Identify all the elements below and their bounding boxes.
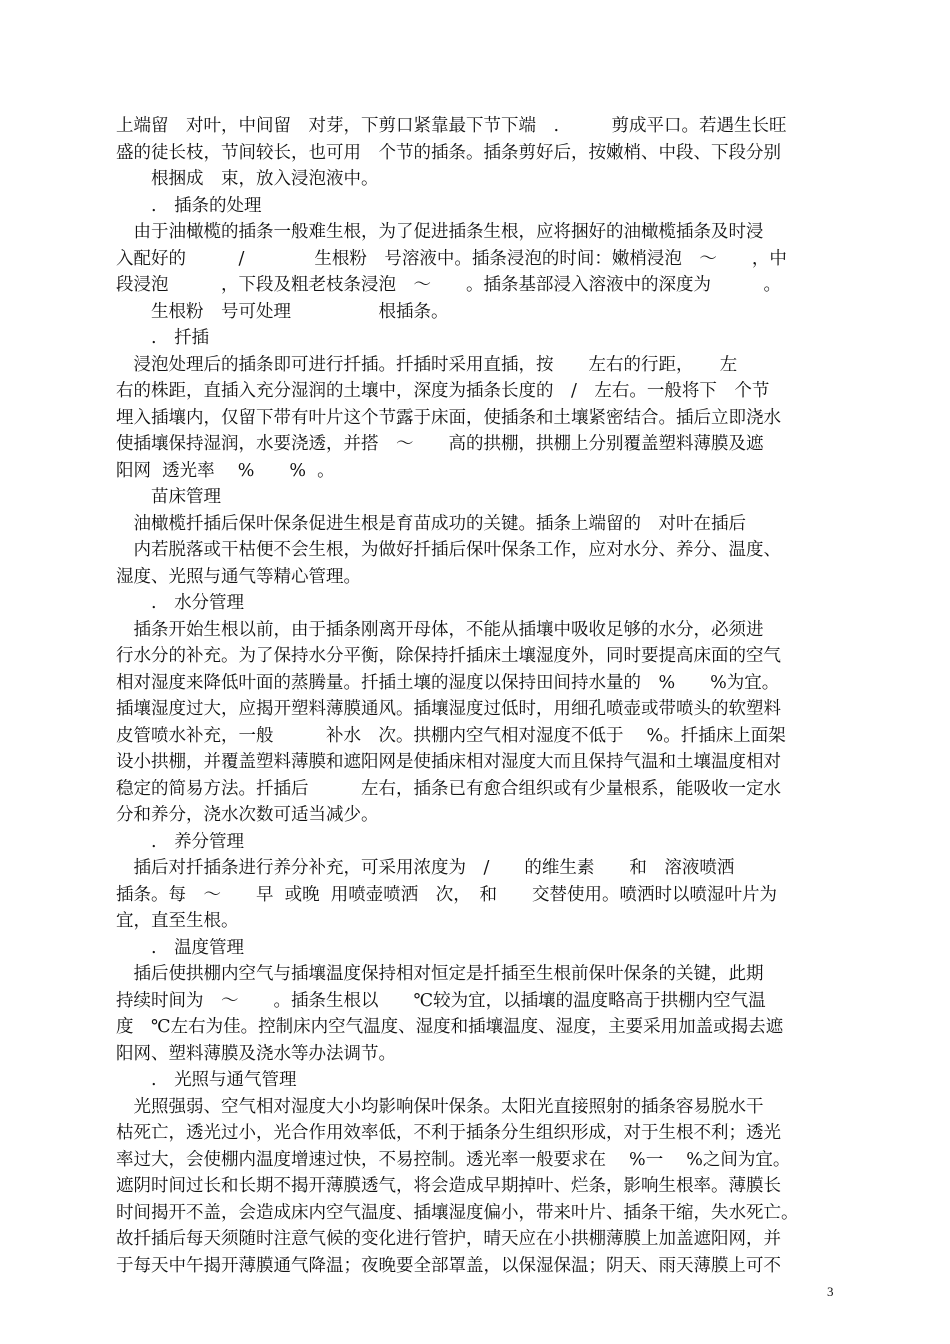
text-line: 稳定的简易方法。扦插后 左右，插条已有愈合组织或有少量根系，能吸收一定水 bbox=[116, 778, 781, 799]
text-line: 相对湿度来降低叶面的蒸腾量。扦插土壤的湿度以保持田间持水量的 % %为宜。 bbox=[116, 672, 780, 693]
text-line: . 插条的处理 bbox=[116, 195, 262, 216]
text-line: 内若脱落或干枯便不会生根，为做好扦插后保叶保条工作，应对水分、养分、温度、 bbox=[116, 540, 781, 560]
text-line: 持续时间为 ～ 。插条生根以 ℃较为宜，以插壤的温度略高于拱棚内空气温 bbox=[116, 990, 766, 1011]
text-line: 时间揭开不盖，会造成床内空气温度、插壤湿度偏小，带来叶片、插条干缩，失水死亡。 bbox=[116, 1202, 799, 1223]
text-line: 光照强弱、空气相对湿度大小均影响保叶保条。太阳光直接照射的插条容易脱水干 bbox=[116, 1096, 764, 1117]
text-line: 分和养分，浇水次数可适当减少。 bbox=[116, 805, 379, 825]
text-line: 入配好的 / 生根粉 号溶液中。插条浸泡的时间：嫩梢浸泡 ～ ，中 bbox=[116, 248, 787, 269]
text-line: 阳网、塑料薄膜及浇水等办法调节。 bbox=[116, 1043, 396, 1064]
page-number: 3 bbox=[827, 1284, 834, 1299]
text-line: 宜，直至生根。 bbox=[116, 911, 239, 931]
text-line: 右的株距，直插入充分湿润的土壤中，深度为插条长度的 / 左右。一般将下 个节 bbox=[116, 381, 770, 401]
text-line: 率过大，会使棚内温度增速过快，不易控制。透光率一般要求在 %一 %之间为宜。 bbox=[116, 1149, 791, 1170]
text-line: 生根粉 号可处理 根插条。 bbox=[116, 301, 449, 322]
text-line: . 水分管理 bbox=[116, 593, 245, 613]
text-line: . 扦插 bbox=[116, 328, 210, 348]
text-line: 油橄榄扦插后保叶保条促进生根是育苗成功的关键。插条上端留的 对叶在插后 bbox=[116, 513, 746, 534]
text-line: 插后使拱棚内空气与插壤温度保持相对恒定是扦插至生根前保叶保条的关键，此期 bbox=[116, 964, 764, 984]
text-line: 于每天中午揭开薄膜通气降温；夜晚要全部罩盖，以保湿保温；阴天、雨天薄膜上可不 bbox=[116, 1255, 781, 1276]
text-line: 段浸泡 ，下段及粗老枝条浸泡 ～ 。插条基部浸入溶液中的深度为 。 bbox=[116, 275, 781, 295]
text-line: 苗床管理 bbox=[116, 487, 221, 507]
text-line: 根捆成 束，放入浸泡液中。 bbox=[116, 169, 379, 189]
text-line: 遮阴时间过长和长期不揭开薄膜透气，将会造成早期掉叶、烂条，影响生根率。薄膜长 bbox=[116, 1176, 781, 1196]
text-line: . 养分管理 bbox=[116, 831, 245, 852]
text-line: 由于油橄榄的插条一般难生根，为了促进插条生根，应将捆好的油橄榄插条及时浸 bbox=[116, 222, 764, 242]
text-line: 皮管喷水补充，一般 补水 次。拱棚内空气相对湿度不低于 %。扦插床上面架 bbox=[116, 725, 786, 746]
text-line: 枯死亡，透光过小，光合作用效率低，不利于插条分生组织形成，对于生根不利；透光 bbox=[116, 1123, 781, 1143]
text-line: 插条开始生根以前，由于插条刚离开母体，不能从插壤中吸收足够的水分，必须进 bbox=[116, 619, 764, 640]
text-line: 使插壤保持湿润，水要浇透，并搭 ～ 高的拱棚，拱棚上分别覆盖塑料薄膜及遮 bbox=[116, 434, 764, 454]
text-line: . 温度管理 bbox=[116, 937, 245, 958]
text-line: 设小拱棚，并覆盖塑料薄膜和遮阳网是使插床相对湿度大而且保持气温和土壤温度相对 bbox=[116, 752, 781, 772]
text-line: 插条。每 ～ 早 或晚 用喷壶喷洒 次， 和 交替使用。喷洒时以喷湿叶片为 bbox=[116, 884, 777, 905]
text-line: 湿度、光照与通气等精心管理。 bbox=[116, 566, 361, 587]
text-line: 插壤湿度过大，应揭开塑料薄膜通风。插壤湿度过低时，用细孔喷壶或带喷头的软塑料 bbox=[116, 699, 781, 719]
text-line: 上端留 对叶，中间留 对芽，下剪口紧靠最下节下端 . 剪成平口。若遇生长旺 bbox=[116, 116, 787, 136]
text-line: 浸泡处理后的插条即可进行扦插。扦插时采用直插，按 左右的行距， 左 bbox=[116, 354, 738, 375]
text-line: 盛的徒长枝，节间较长，也可用 个节的插条。插条剪好后，按嫩梢、中段、下段分别 bbox=[116, 142, 781, 163]
text-line: 行水分的补充。为了保持水分平衡，除保持扦插床土壤湿度外，同时要提高床面的空气 bbox=[116, 646, 781, 666]
text-line: 插后对扦插条进行养分补充，可采用浓度为 / 的维生素 和 溶液喷洒 bbox=[116, 858, 735, 878]
text-line: 埋入插壤内，仅留下带有叶片这个节露于床面，使插条和土壤紧密结合。插后立即浇水 bbox=[116, 407, 781, 428]
text-line: 度 ℃左右为佳。控制床内空气温度、湿度和插壤温度、湿度，主要采用加盖或揭去遮 bbox=[116, 1017, 784, 1037]
text-line: . 光照与通气管理 bbox=[116, 1070, 297, 1090]
text-line: 阳网 透光率 % % 。 bbox=[116, 460, 335, 481]
text-line: 故扦插后每天须随时注意气候的变化进行管护，晴天应在小拱棚薄膜上加盖遮阳网，并 bbox=[116, 1229, 781, 1249]
